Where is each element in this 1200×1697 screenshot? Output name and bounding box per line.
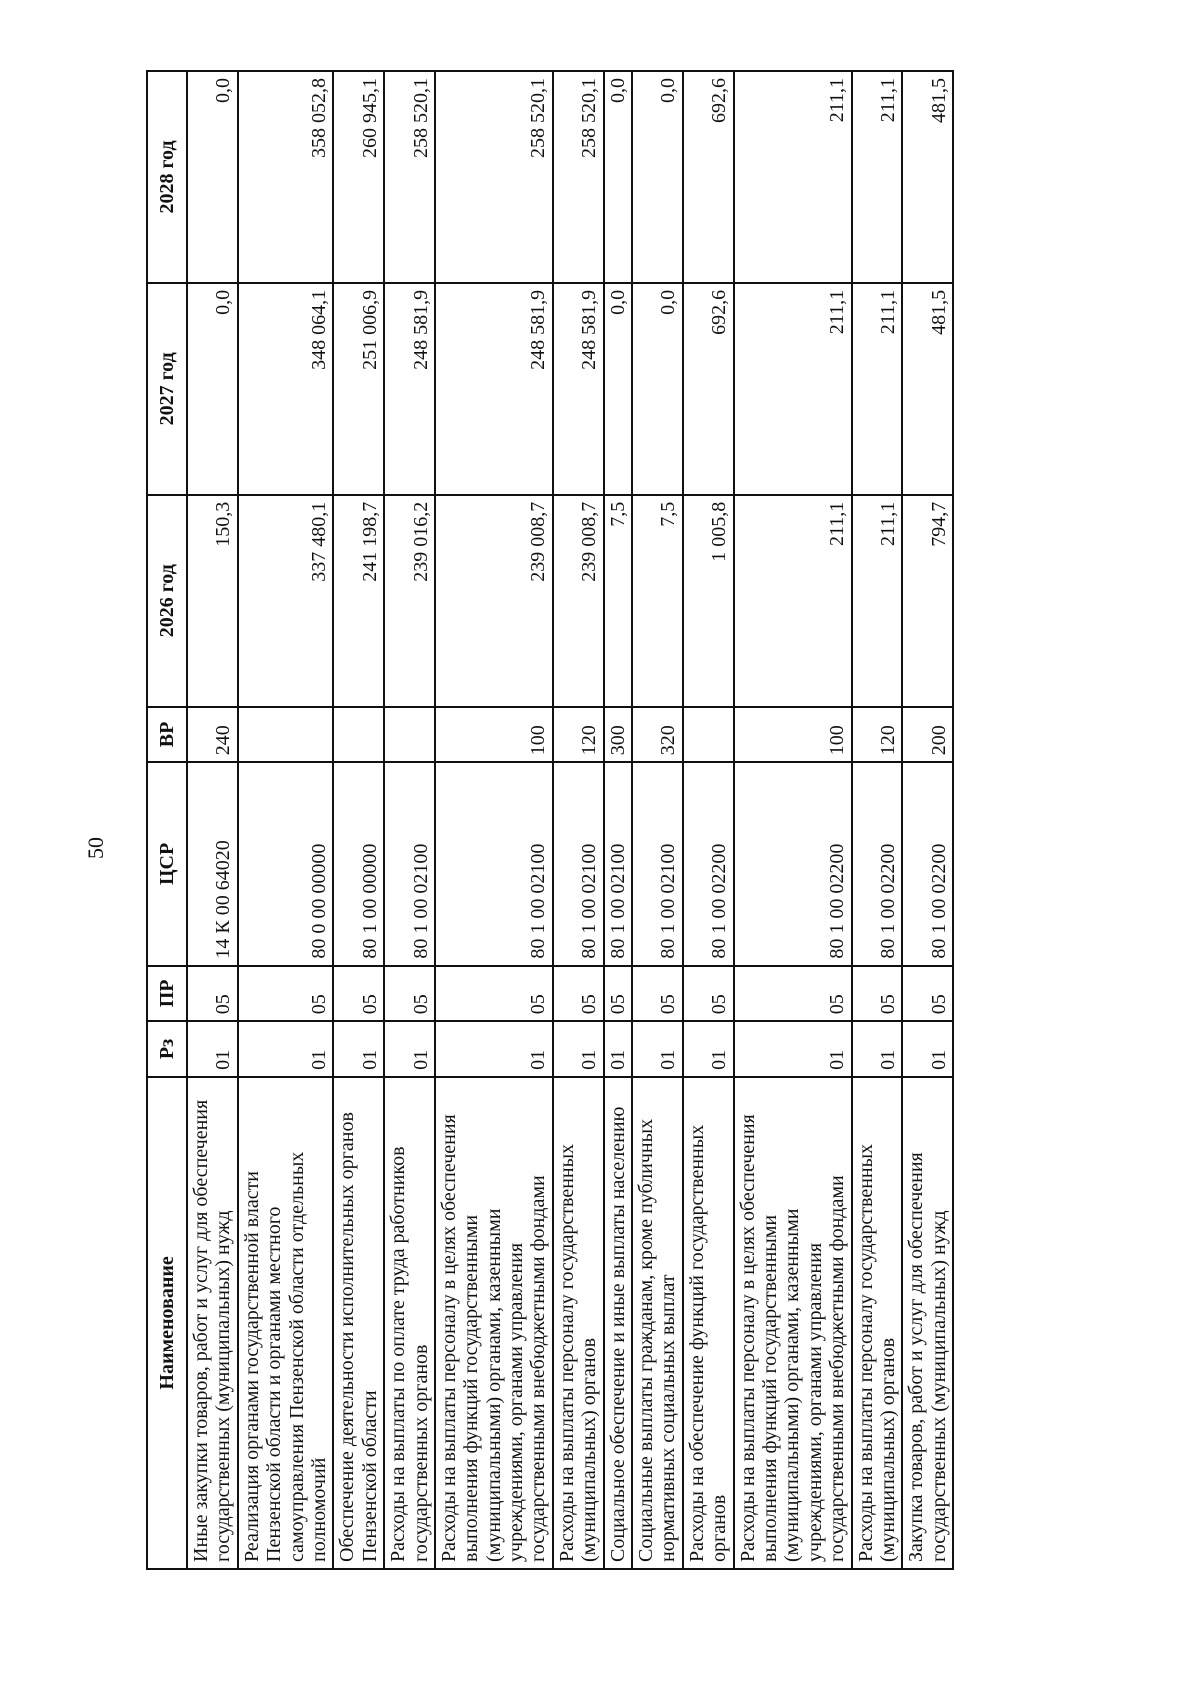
cell-rz: 01 <box>553 1021 604 1077</box>
cell-2026: 337 480,1 <box>238 495 334 707</box>
table-row <box>734 71 852 1569</box>
cell-2026: 239 008,7 <box>435 495 553 707</box>
cell-pr: 05 <box>683 966 734 1022</box>
cell-csr: 80 1 00 02100 <box>384 762 435 965</box>
cell-2027: 0,0 <box>604 283 632 495</box>
cell-pr: 05 <box>604 966 632 1022</box>
cell-2027: 692,6 <box>683 283 734 495</box>
cell-csr: 80 1 00 02100 <box>435 762 553 965</box>
cell-2027: 0,0 <box>632 283 683 495</box>
cell-name: Иные закупки товаров, работ и услуг для обеспечения государственных (муниципальных) нужд <box>187 1077 238 1569</box>
cell-rz: 01 <box>333 1021 384 1077</box>
header-name: Наименование <box>147 1077 187 1569</box>
cell-csr: 80 1 00 00000 <box>333 762 384 965</box>
table-row <box>683 71 734 1569</box>
cell-pr: 05 <box>632 966 683 1022</box>
table-row <box>333 71 384 1569</box>
cell-rz: 01 <box>632 1021 683 1077</box>
cell-2027: 211,1 <box>852 283 903 495</box>
cell-2028: 692,6 <box>683 71 734 283</box>
table-row <box>553 71 604 1569</box>
cell-rz: 01 <box>604 1021 632 1077</box>
cell-2028: 258 520,1 <box>384 71 435 283</box>
table-row <box>604 71 632 1569</box>
cell-csr: 80 1 00 02100 <box>632 762 683 965</box>
cell-2027: 348 064,1 <box>238 283 334 495</box>
cell-2026: 241 198,7 <box>333 495 384 707</box>
cell-2027: 211,1 <box>734 283 852 495</box>
cell-name: Расходы на выплаты персоналу в целях обеспечения выполнения функций государственными (муниципальными) органами, казенными учреждениями, органами управления государственными внебюджетными фондами <box>734 1077 852 1569</box>
header-pr: ПР <box>147 966 187 1022</box>
cell-name: Расходы на выплаты персоналу государственных (муниципальных) органов <box>553 1077 604 1569</box>
cell-2028: 258 520,1 <box>435 71 553 283</box>
cell-name: Расходы на выплаты по оплате труда работников государственных органов <box>384 1077 435 1569</box>
cell-name: Расходы на выплаты персоналу в целях обеспечения выполнения функций государственными (муниципальными) органами, казенными учреждениями, органами управления государственными внебюджетными фондами <box>435 1077 553 1569</box>
cell-2027: 248 581,9 <box>553 283 604 495</box>
cell-csr: 80 1 00 02200 <box>734 762 852 965</box>
cell-vr <box>384 707 435 763</box>
cell-vr: 200 <box>902 707 953 763</box>
cell-2026: 239 016,2 <box>384 495 435 707</box>
table-row <box>902 71 953 1569</box>
cell-2028: 260 945,1 <box>333 71 384 283</box>
cell-2027: 248 581,9 <box>435 283 553 495</box>
table-row <box>238 71 334 1569</box>
cell-csr: 14 К 00 64020 <box>187 762 238 965</box>
cell-vr <box>683 707 734 763</box>
cell-2026: 794,7 <box>902 495 953 707</box>
cell-vr: 100 <box>734 707 852 763</box>
cell-name: Закупка товаров, работ и услуг для обеспечения государственных (муниципальных) нужд <box>902 1077 953 1569</box>
cell-vr <box>238 707 334 763</box>
cell-csr: 80 1 00 02100 <box>553 762 604 965</box>
cell-2028: 211,1 <box>852 71 903 283</box>
cell-2026: 1 005,8 <box>683 495 734 707</box>
cell-vr: 120 <box>553 707 604 763</box>
table-header-row <box>147 71 187 1569</box>
cell-2028: 0,0 <box>187 71 238 283</box>
header-csr: ЦСР <box>147 762 187 965</box>
cell-2026: 7,5 <box>604 495 632 707</box>
cell-vr <box>333 707 384 763</box>
cell-rz: 01 <box>238 1021 334 1077</box>
header-rz: Рз <box>147 1021 187 1077</box>
header-2026: 2026 год <box>147 495 187 707</box>
budget-table-container <box>146 70 1059 1570</box>
cell-rz: 01 <box>902 1021 953 1077</box>
cell-csr: 80 1 00 02100 <box>604 762 632 965</box>
cell-2028: 0,0 <box>632 71 683 283</box>
cell-pr: 05 <box>333 966 384 1022</box>
cell-2028: 211,1 <box>734 71 852 283</box>
cell-rz: 01 <box>852 1021 903 1077</box>
cell-2027: 481,5 <box>902 283 953 495</box>
header-vr: ВР <box>147 707 187 763</box>
cell-csr: 80 1 00 02200 <box>852 762 903 965</box>
cell-pr: 05 <box>734 966 852 1022</box>
cell-rz: 01 <box>683 1021 734 1077</box>
cell-vr: 300 <box>604 707 632 763</box>
cell-2026: 211,1 <box>734 495 852 707</box>
cell-rz: 01 <box>384 1021 435 1077</box>
cell-name: Реализация органами государственной власти Пензенской области и органами местного самоуправления Пензенской области отдельных полномочий <box>238 1077 334 1569</box>
cell-vr: 120 <box>852 707 903 763</box>
cell-2028: 358 052,8 <box>238 71 334 283</box>
cell-2027: 251 006,9 <box>333 283 384 495</box>
table-row <box>632 71 683 1569</box>
cell-pr: 05 <box>435 966 553 1022</box>
cell-pr: 05 <box>238 966 334 1022</box>
table-row <box>384 71 435 1569</box>
cell-2028: 0,0 <box>604 71 632 283</box>
cell-name: Расходы на обеспечение функций государственных органов <box>683 1077 734 1569</box>
cell-2028: 481,5 <box>902 71 953 283</box>
cell-2026: 239 008,7 <box>553 495 604 707</box>
cell-pr: 05 <box>384 966 435 1022</box>
cell-2026: 150,3 <box>187 495 238 707</box>
page-number: 50 <box>83 837 108 859</box>
cell-rz: 01 <box>187 1021 238 1077</box>
cell-rz: 01 <box>435 1021 553 1077</box>
header-2027: 2027 год <box>147 283 187 495</box>
budget-table <box>146 70 954 1570</box>
cell-pr: 05 <box>553 966 604 1022</box>
cell-csr: 80 1 00 02200 <box>683 762 734 965</box>
cell-vr: 240 <box>187 707 238 763</box>
cell-pr: 05 <box>852 966 903 1022</box>
cell-csr: 80 1 00 02200 <box>902 762 953 965</box>
cell-2028: 258 520,1 <box>553 71 604 283</box>
cell-csr: 80 0 00 00000 <box>238 762 334 965</box>
table-row <box>435 71 553 1569</box>
cell-rz: 01 <box>734 1021 852 1077</box>
cell-vr: 100 <box>435 707 553 763</box>
cell-name: Социальные выплаты гражданам, кроме публичных нормативных социальных выплат <box>632 1077 683 1569</box>
cell-vr: 320 <box>632 707 683 763</box>
table-row <box>852 71 903 1569</box>
cell-2027: 0,0 <box>187 283 238 495</box>
cell-pr: 05 <box>902 966 953 1022</box>
cell-2027: 248 581,9 <box>384 283 435 495</box>
cell-pr: 05 <box>187 966 238 1022</box>
table-row <box>187 71 238 1569</box>
cell-2026: 7,5 <box>632 495 683 707</box>
cell-name: Социальное обеспечение и иные выплаты населению <box>604 1077 632 1569</box>
cell-name: Обеспечение деятельности исполнительных органов Пензенской области <box>333 1077 384 1569</box>
cell-2026: 211,1 <box>852 495 903 707</box>
cell-name: Расходы на выплаты персоналу государственных (муниципальных) органов <box>852 1077 903 1569</box>
header-2028: 2028 год <box>147 71 187 283</box>
